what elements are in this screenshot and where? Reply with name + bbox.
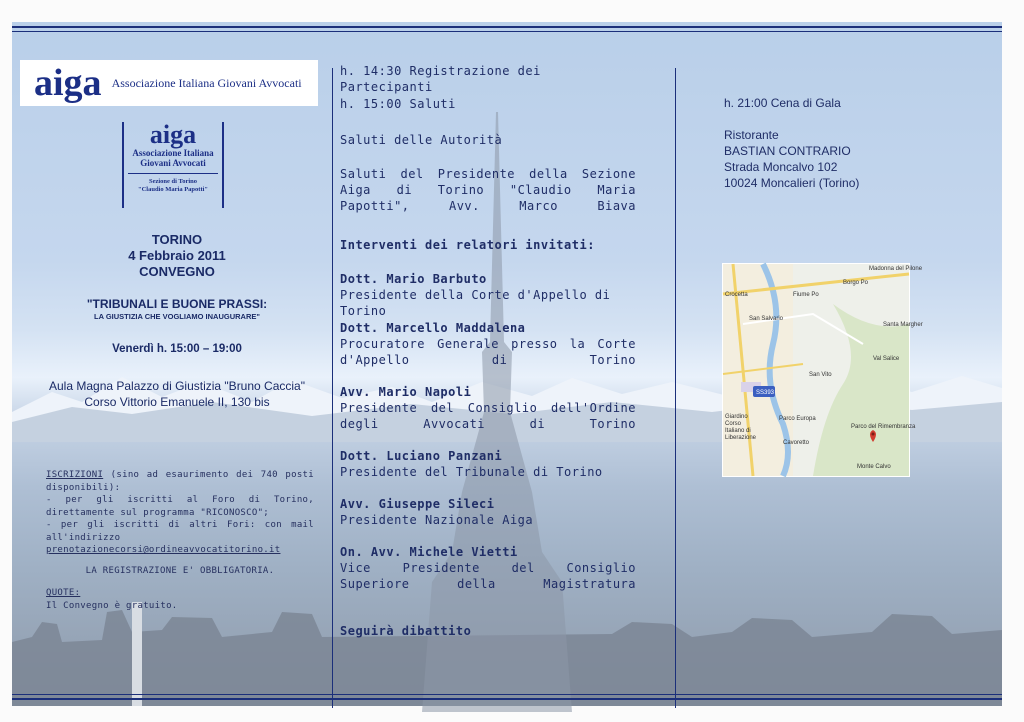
seal-section2: "Claudio Maria Papotti": [137, 186, 209, 193]
fees-heading: QUOTE:: [46, 588, 81, 598]
map-label: Cavoretto: [783, 440, 810, 446]
event-location: [32, 378, 322, 410]
event-type: CONVEGNO: [139, 264, 215, 279]
registration-heading-rest: (sino ad esaurimento dei 740 posti disponibili):: [46, 470, 314, 493]
speaker-role: Presidente del Consiglio dell'Ordine degli Avvocati di Torino: [340, 401, 636, 431]
map-label: Fiume Po: [793, 292, 819, 298]
map-label: Parco del Rimembranza: [851, 424, 916, 430]
map-label: Giardino Corso Italiano di Liberazione: [725, 414, 757, 441]
speaker-name: Dott. Marcello Maddalena: [340, 321, 526, 335]
dinner-restaurant: BASTIAN CONTRARIO: [724, 144, 851, 158]
fees-text: Il Convegno è gratuito.: [46, 600, 178, 611]
bottom-rule-thin: [12, 694, 1002, 695]
registration-heading: [46, 469, 314, 494]
seal-word: aiga: [149, 120, 197, 149]
registration-email-link[interactable]: prenotazionecorsi@ordineavvocatitorino.it: [46, 545, 281, 555]
map-label: Val Salice: [873, 356, 900, 362]
dinner-street: Strada Moncalvo 102: [724, 160, 838, 174]
speaker-item: [340, 320, 636, 368]
map-label: Borgo Po: [843, 280, 869, 286]
seal-section1: Sezione di Torino: [148, 178, 198, 185]
speaker-name: Avv. Giuseppe Sileci: [340, 497, 495, 511]
top-rule-thin: [12, 31, 1002, 32]
dinner-city: 10024 Moncalieri (Torino): [724, 176, 860, 190]
speaker-name: Dott. Mario Barbuto: [340, 272, 487, 286]
road-badge: SS393: [756, 390, 775, 396]
column-divider-2: [675, 68, 676, 708]
registration-line2: - per gli iscritti di altri Fori: con mail all'indirizzo: [46, 520, 314, 543]
dinner-label: Ristorante: [724, 128, 779, 142]
location-map[interactable]: [722, 263, 923, 477]
registration-label: ISCRIZIONI: [46, 470, 104, 480]
event-city: TORINO: [151, 232, 203, 247]
speaker-role: Presidente del Tribunale di Torino: [340, 465, 603, 479]
section-seal: [122, 122, 224, 208]
program-authorities: Saluti delle Autorità: [340, 133, 503, 147]
seal-divider: [128, 173, 218, 174]
program-registration: h. 14:30 Registrazione dei Partecipanti: [340, 64, 541, 94]
map-label: Santa Margher: [883, 322, 923, 328]
map-label: Monte Calvo: [857, 464, 891, 470]
map-label: Madonna del Pilone: [869, 266, 923, 272]
event-title: "TRIBUNALI E BUONE PRASSI:: [86, 297, 268, 311]
speaker-role: Procuratore Generale presso la Corte d'Appello di Torino: [340, 337, 636, 367]
speaker-item: [340, 384, 636, 432]
logo-word: aiga: [34, 62, 102, 104]
speaker-name: Dott. Luciano Panzani: [340, 449, 503, 463]
event-venue: Aula Magna Palazzo di Giustizia "Bruno Caccia": [49, 379, 305, 393]
speaker-item: [340, 496, 636, 528]
event-date: 4 Febbraio 2011: [128, 248, 226, 263]
aiga-logo: [20, 60, 318, 106]
dinner-time: h. 21:00 Cena di Gala: [724, 96, 841, 110]
column-divider-1: [332, 68, 333, 708]
speaker-name: On. Avv. Michele Vietti: [340, 545, 518, 559]
registration-info: [46, 469, 314, 612]
map-label: San Salvario: [749, 316, 784, 322]
logo-tagline: Associazione Italiana Giovani Avvocati: [111, 75, 302, 90]
speaker-role: Presidente Nazionale Aiga: [340, 513, 534, 527]
registration-line1: - per gli iscritti al Foro di Torino, direttamente sul programma "RICONOSCO";: [46, 495, 314, 518]
brochure-sheet: [12, 22, 1002, 706]
dinner-venue: [724, 127, 859, 191]
registration-mandatory: LA REGISTRAZIONE E' OBBLIGATORIA.: [85, 565, 275, 576]
program-greetings: h. 15:00 Saluti: [340, 97, 456, 111]
program-speakers-heading: Interventi dei relatori invitati:: [340, 238, 595, 252]
speaker-item: [340, 271, 636, 319]
program-closing: Seguirà dibattito: [340, 624, 472, 638]
speaker-item: [340, 448, 636, 480]
speaker-role: Presidente della Corte d'Appello di Torino: [340, 288, 611, 318]
program-president-greeting: Saluti del Presidente della Sezione Aiga di Torino "Claudio Maria Papotti", Avv. Marco Biava: [340, 167, 636, 213]
top-rule: [12, 26, 1002, 28]
event-subtitle: LA GIUSTIZIA CHE VOGLIAMO INAUGURARE": [94, 312, 260, 321]
event-time: Venerdì h. 15:00 – 19:00: [112, 343, 242, 355]
event-heading: [32, 232, 322, 280]
speaker-role: Vice Presidente del Consiglio Superiore della Magistratura: [340, 561, 636, 591]
speaker-item: [340, 544, 636, 592]
seal-line1: Associazione Italiana: [132, 148, 214, 158]
bottom-rule: [12, 698, 1002, 700]
speaker-name: Avv. Mario Napoli: [340, 385, 472, 399]
seal-line2: Giovani Avvocati: [140, 158, 206, 168]
map-label: San Vito: [809, 372, 832, 378]
map-label: Crocetta: [725, 292, 748, 298]
map-label: Parco Europa: [779, 416, 816, 422]
event-address: Corso Vittorio Emanuele II, 130 bis: [84, 395, 270, 409]
